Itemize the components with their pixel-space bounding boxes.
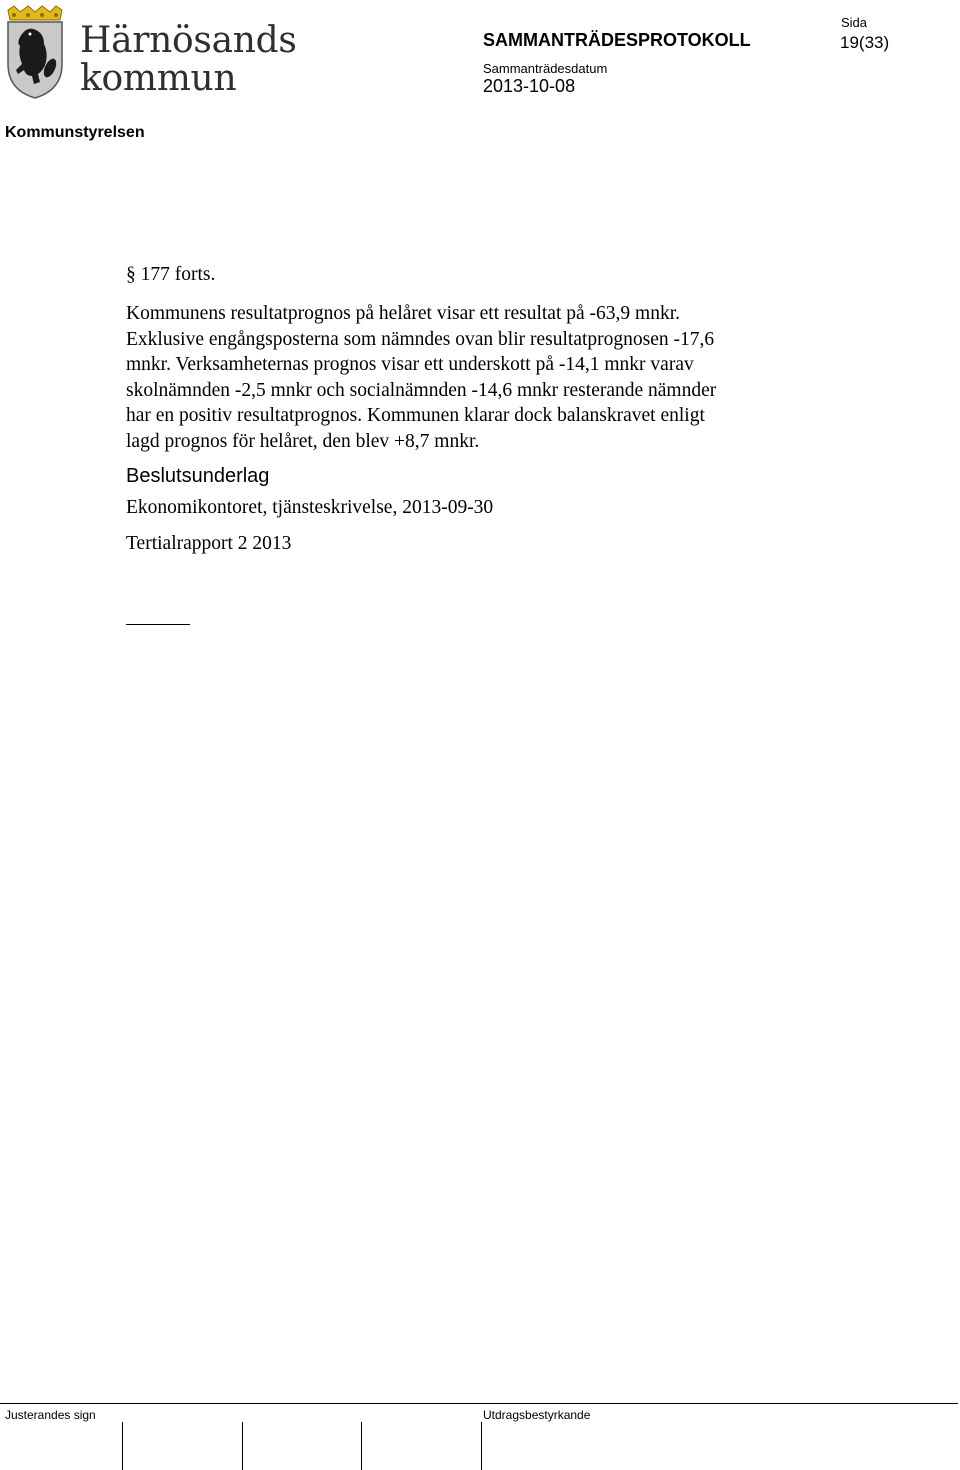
section-ref-text: 177 forts. (140, 264, 216, 285)
body-paragraph (126, 301, 806, 455)
paragraph-line: Exklusive engångsposterna som nämndes ovan blir resultatprognosen -17,6 (126, 328, 715, 350)
logo-line-1: Härnösands (80, 20, 297, 61)
paragraph-line: mnkr. Verksamheternas prognos visar ett underskott på -14,1 mnkr varav (126, 354, 694, 376)
paragraph-line: Kommunens resultatprognos på helåret visar ett resultat på -63,9 mnkr. (126, 303, 680, 324)
committee-name: Kommunstyrelsen (5, 124, 145, 141)
signature-footer (0, 1403, 958, 1470)
document-type-title: SAMMANTRÄDESPROTOKOLL (483, 30, 751, 50)
signature-box-divider (242, 1422, 243, 1470)
paragraph-line: har en positiv resultatprognos. Kommunen klarar dock balanskravet enligt (126, 405, 705, 427)
section-heading: Beslutsunderlag (126, 465, 270, 487)
logo-line-2: kommun (80, 58, 237, 99)
paragraph-line: lagd prognos för helåret, den blev +8,7 mnkr. (126, 430, 480, 452)
basis-item: Ekonomikontoret, tjänsteskrivelse, 2013-09-30 (126, 497, 494, 518)
page-label: Sida (841, 15, 868, 30)
signature-box-divider (122, 1422, 123, 1470)
meeting-date-label: Sammanträdesdatum (483, 61, 608, 76)
signature-box-divider (481, 1422, 482, 1470)
section-reference (126, 264, 215, 286)
meeting-date-value: 2013-10-08 (483, 76, 576, 96)
extract-certification-label: Utdragsbestyrkande (483, 1408, 591, 1422)
paragraph-line: skolnämnden -2,5 mnkr och socialnämnden -14,6 mnkr resterande nämnder (126, 379, 717, 401)
page-number: 19(33) (840, 33, 890, 52)
basis-item: Tertialrapport 2 2013 (126, 533, 292, 554)
municipal-coat-of-arms-icon (4, 4, 66, 100)
signature-box-divider (361, 1422, 362, 1470)
justering-sign-label: Justerandes sign (5, 1408, 96, 1422)
municipality-logo-wordmark (80, 22, 297, 98)
section-symbol: § (126, 264, 136, 285)
end-divider (126, 624, 190, 625)
